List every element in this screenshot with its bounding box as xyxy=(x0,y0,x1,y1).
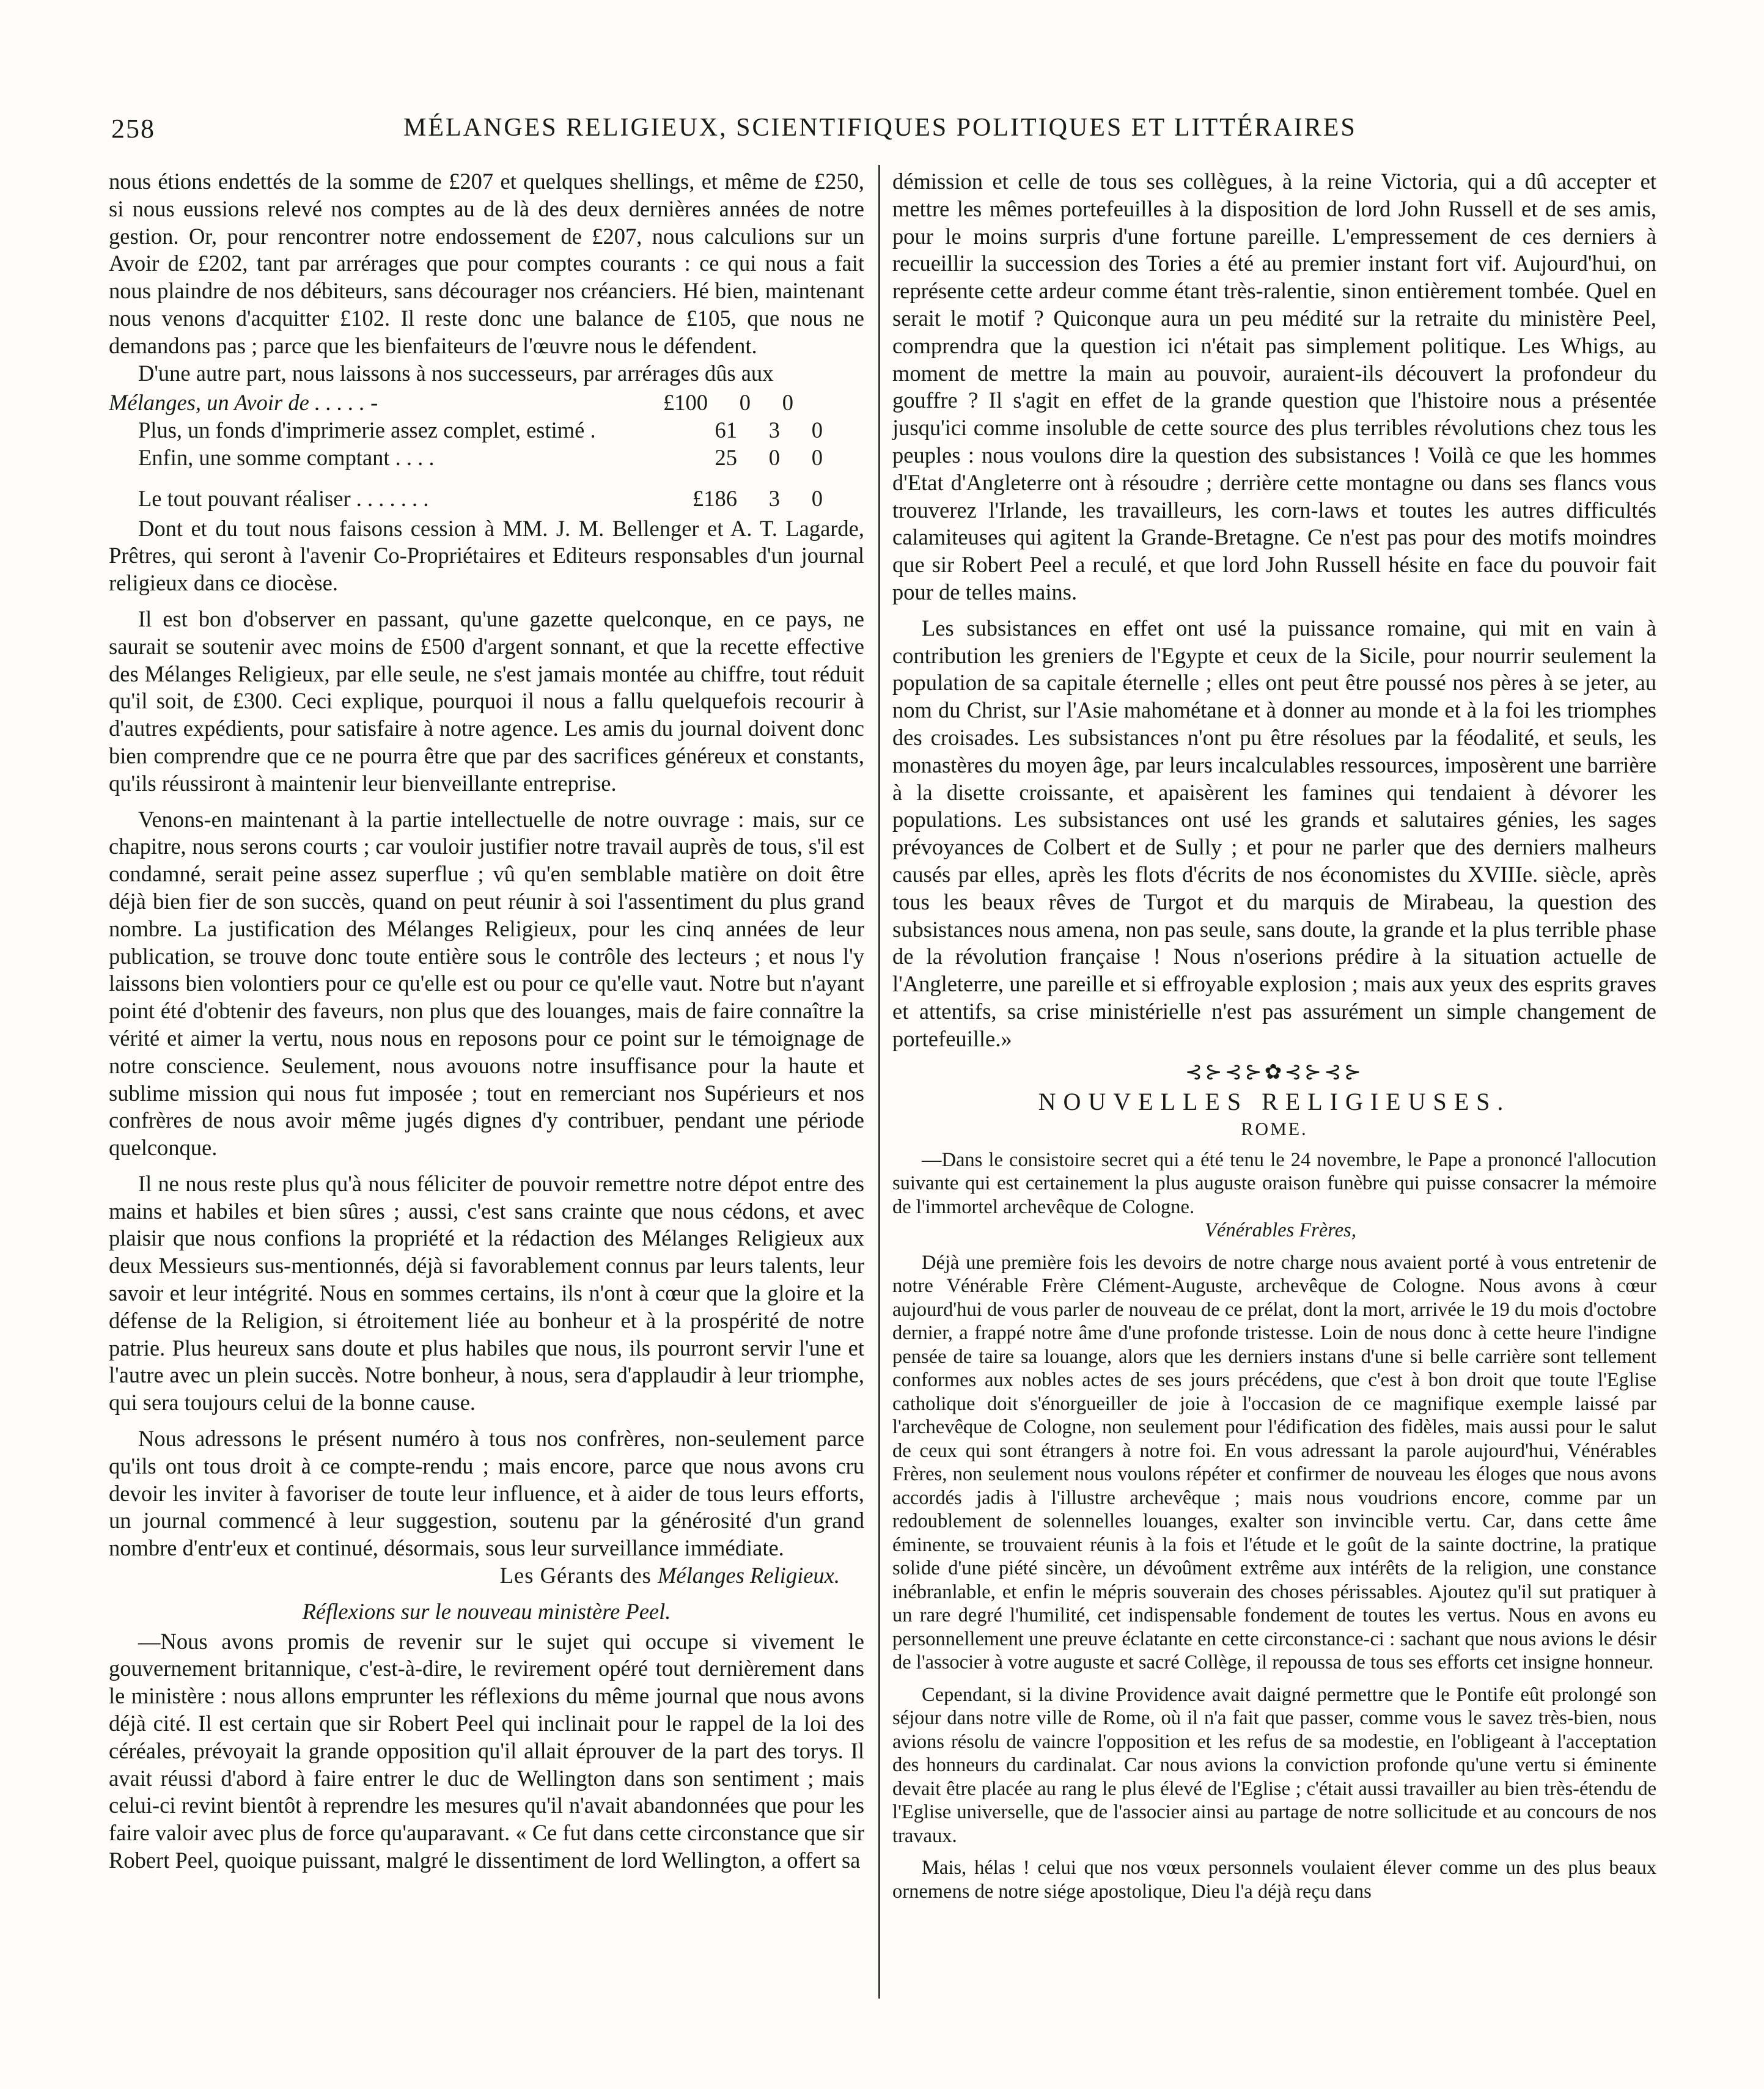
paragraph: Il est bon d'observer en passant, qu'une gazette quelconque, en ce pays, ne saurait se soutenir avec moins de £500 d'argent sonnant, et que la recette effective des Mélanges Religieux, par elle seule, ne s'est jamais montée au chiffre, tout réduit qu'il soit, de £300. Ceci explique, pourquoi il nous a fallu quelquefois recourir à d'autres expédients, pour satisfaire à notre agence. Les amis du journal doivent donc bien comprendre que ce ne pourra être que par des sacrifices généreux et constants, qu'ils réussiront à maintenir leur bienveillante entreprise. xyxy=(109,606,864,796)
right-column xyxy=(892,168,1656,1903)
paragraph: —Dans le consistoire secret qui a été tenu le 24 novembre, le Pape a prononcé l'allocution suivante qui est certainement la plus auguste oraison funèbre qui puisse consacrer la mémoire de l'immortel archevêque de Cologne. xyxy=(892,1148,1656,1218)
paragraph: nous étions endettés de la somme de £207 et quelques shellings, et même de £250, si nous eussions relevé nos comptes au de là des deux dernières années de notre gestion. Or, pour rencontrer notre endossement de £207, nous calculions sur un Avoir de £202, tant par arrérages que pour comptes courants : ce qui nous a fait nous plaindre de nos débiteurs, sans décourager nos créanciers. Hé bien, maintenant nous venons d'acquitter £102. Il reste donc une balance de £105, que nous ne demandons pas ; parce que les bienfaiteurs de l'œuvre nous le défendent. xyxy=(109,169,864,358)
ledger-label: Mélanges, un Avoir de . . . . . - xyxy=(109,390,378,416)
article-subhead: Réflexions sur le nouveau ministère Peel. xyxy=(302,1598,671,1624)
ledger-pence: 0 xyxy=(811,417,823,443)
ledger-total-label: Le tout pouvant réaliser . . . . . . . xyxy=(138,485,429,511)
section-ornament: ⊰⊱⊰⊱✿⊰⊱⊰⊱ xyxy=(1185,1060,1364,1084)
ledger-amount: 61 xyxy=(715,417,737,443)
ledger-shillings: 3 xyxy=(768,417,780,443)
paragraph: Déjà une première fois les devoirs de notre charge nous avaient porté à vous entretenir de notre Vénérable Frère Clément-Auguste, archevêque de Cologne. Nous avons à cœur aujourd'hui de vous parler de nouveau de ce prélat, dont la mort, arrivée le 19 du mois d'octobre dernier, a frappé notre âme d'une profonde tristesse. Loin de nous donc à cette heure l'indigne pensée de taire sa louange, alors que les derniers instans d'une si belle carrière sont tellement conformes aux nobles actes de ses jours précédens, que c'est à bon droit que toute l'Eglise catholique doit s'énorgueiller de joie à l'occasion de ce magnifique exemple laissé par l'archevêque de Cologne, non seulement pour l'édification des fidèles, mais aussi pour le salut de ceux qui sont étrangers à notre foi. En vous adressant la parole aujourd'hui, Vénérables Frères, non seulement nous voulons répéter et confirmer de nouveau les éloges que nous avons accordés jadis à l'illustre archevêque ; mais nous voudrions encore, comme par un redoublement de solennelles louanges, exalter son invincible vertu. Car, dans cette âme éminente, se trouvaient réunis à la fois et l'étude et le goût de la sainte doctrine, la pratique solide d'une piété sincère, un dévoûment extrême aux intérêts de la religion, une constance inébranlable, et enfin le mépris souverain des choses périssables. Ajoutez qu'il sut pratiquer à un rare degré l'humilité, cet indispensable fondement de toutes les vertus. Nous en avons eu personnellement une preuve éclatante en cette circonstance-ci : sachant que nous avions le désir de l'associer à votre auguste et sacré Collège, il repoussa de tous ses efforts cet insigne honneur. xyxy=(892,1251,1656,1674)
ledger-pence: 0 xyxy=(811,444,823,470)
ledger-amount: 25 xyxy=(715,444,737,470)
running-head: MÉLANGES RELIGIEUX, SCIENTIFIQUES POLITIQUES ET LITTÉRAIRES xyxy=(403,114,1357,142)
paragraph: Nous adressons le présent numéro à tous nos confrères, non-seulement parce qu'ils ont tous droit à ce compte-rendu ; mais encore, parce que nous avons cru devoir les inviter à favoriser de toute leur influence, et à aider de tous leurs efforts, un journal commencé à leur suggestion, soutenu par la générosité d'un grand nombre d'entr'eux et continué, désormais, sous leur surveillance immédiate. xyxy=(109,1426,864,1561)
signature-title: Mélanges Religieux. xyxy=(658,1563,840,1588)
small-print xyxy=(892,1148,1656,1904)
ledger-shillings: 0 xyxy=(768,444,780,470)
ledger-row xyxy=(109,417,864,444)
paragraph: démission et celle de tous ses collègues, à la reine Victoria, qui a dû accepter et mettre les mêmes portefeuilles à la disposition de lord John Russell et de ses amis, pour le moins surpris d'une fortune pareille. L'empressement de ces derniers à recueillir la succession des Tories a été au premier instant fort vif. Aujourd'hui, on représente cette ardeur comme étant très-ralentie, sinon entièrement tombée. Quel en serait le motif ? Quiconque aura un peu médité sur la retraite du ministère Peel, comprendra que la question ici n'était pas simplement politique. Les Whigs, au moment de mettre la main au pouvoir, auraient-ils découvert la profondeur du gouffre ? Il s'agit en effet de la grande question que l'histoire nous a présentée jusqu'ici comme insoluble de cette source des plus terribles révolutions chez tous les peuples : nous voulons dire la question des subsistances ! Voilà ce que les hommes d'Etat d'Angleterre ont à résoudre ; derrière cette montagne ou dans ses flancs vous trouverez l'Irlande, les travailleurs, les corn-laws et toutes les autres difficultés calamiteuses qui agitent la Grande-Bretagne. Ce n'est pas pour des motifs moindres que sir Robert Peel a reculé, et que lord John Russell hésite en face du pouvoir fait pour de telles mains. xyxy=(892,169,1656,604)
paragraph: Il ne nous reste plus qu'à nous féliciter de pouvoir remettre notre dépot entre des mains et habiles et bien sûres ; aussi, c'est sans crainte que nous cédons, et avec plaisir que nous confions la propriété et la rédaction des Mélanges Religieux aux deux Messieurs sus-mentionnés, déjà si favorablement connus par leurs talents, leur savoir et leur intégrité. Nous en sommes certains, ils n'ont à cœur que la gloire et la défense de la Religion, si étroitement liée au bonheur et à la prospérité de notre patrie. Plus heureux sans doute et plus habiles que nous, ils pourront servir l'une et l'autre avec un plein succès. Notre bonheur, à nous, sera d'applaudir à leur triomphe, qui sera toujours celui de la bonne cause. xyxy=(109,1170,864,1415)
ledger-row xyxy=(109,389,864,417)
left-column xyxy=(109,168,864,1874)
paragraph: Les subsistances en effet ont usé la puissance romaine, qui mit en vain à contribution les greniers de l'Egypte et ceux de la Sicile, pour nourrir seulement la population de sa capitale éternelle ; elles ont peut être poussé nos pères à se jeter, au nom du Christ, sur l'Asie mahométane et à donner au monde et à la foi les triomphes des croisades. Les subsistances n'ont pu être résolues par la féodalité, et seuls, les monastères du moyen âge, par leurs incalculables ressources, imposèrent une barrière à la disette croissante, et apaisèrent les famines qui tendaient à dévorer les populations. Les subsistances ont usé les grands et salutaires génies, les sages prévoyances de Colbert et de Sully ; et pour ne parler que des derniers malheurs causés par elles, après les flots d'écrits de nos économistes du XVIIIe. siècle, après tous les beaux rêves de Turgot et du marquis de Mirabeau, la question des subsistances nous amena, non pas seule, sans doute, la grande et la plus terrible phase de la révolution française ! Nous n'oserions prédire à la situation actuelle de l'Angleterre, une pareille et si effroyable explosion ; mais aux yeux des esprits graves et attentifs, sa crise ministérielle n'est pas assurément un simple changement de portefeuille.» xyxy=(892,615,1656,1051)
paragraph: —Nous avons promis de revenir sur le sujet qui occupe si vivement le gouvernement britannique, c'est-à-dire, le revirement opéré tout dernièrement dans le ministère : nous allons emprunter les réflexions du même journal que nous avons déjà cité. Il est certain que sir Robert Peel qui inclinait pour le rappel de la loi des céréales, prévoyait la grande opposition qu'il allait éprouver de la part des torys. Il avait réussi d'abord à faire entrer le duc de Wellington dans son sentiment ; mais celui-ci revint bientôt à reprendre les mesures qu'il n'avait abandonnées que pour les faire valoir avec plus de force qu'auparavant. « Ce fut dans cette circonstance que sir Robert Peel, quoique puissant, malgré le dissentiment de lord Wellington, a offert sa xyxy=(109,1628,864,1873)
paragraph: Cependant, si la divine Providence avait daigné permettre que le Pontife eût prolongé son séjour dans notre ville de Rome, où il n'a fait que passer, comme vous le savez très-bien, nous avions résolu de vaincre l'opposition et les refus de sa modestie, en l'obligeant à l'acceptation des honneurs du cardinalat. Car nous avions la conviction profonde qu'une vertu si éminente devait être placée au rang le plus élevé de l'Eglise ; c'était aussi travailler au bien très-étendu de l'Eglise universelle, que de l'associer ainsi au partage de notre sollicitude et au concours de nos travaux. xyxy=(892,1683,1656,1847)
ledger-pence: 0 xyxy=(782,390,793,416)
page-number: 258 xyxy=(111,114,155,144)
paragraph: D'une autre part, nous laissons à nos successeurs, par arrérages dûs aux xyxy=(138,360,774,386)
ledger xyxy=(109,389,864,512)
dateline-place: ROME. xyxy=(1241,1119,1308,1140)
section-title: NOUVELLES RELIGIEUSES. xyxy=(1038,1088,1511,1116)
signature-prefix: Les Gérants des xyxy=(499,1563,658,1588)
salutation: Vénérables Frères, xyxy=(1205,1219,1356,1242)
paragraph: Mais, hélas ! celui que nos vœux personnels voulaient élever comme un des plus beaux ornemens de notre siége apostolique, Dieu l'a déjà reçu dans xyxy=(892,1857,1656,1903)
ledger-shillings: 0 xyxy=(739,390,751,416)
paragraph: Dont et du tout nous faisons cession à MM. J. M. Bellenger et A. T. Lagarde, Prêtres, qui seront à l'avenir Co-Propriétaires et Editeurs responsables d'un journal religieux dans ce diocèse. xyxy=(109,515,864,596)
ledger-label: Enfin, une somme comptant . . . . xyxy=(138,444,435,470)
signature xyxy=(109,1562,864,1590)
ledger-label: Plus, un fonds d'imprimerie assez complet, estimé . xyxy=(138,417,596,443)
paragraph: Venons-en maintenant à la partie intellectuelle de notre ouvrage : mais, sur ce chapitre, nous serons courts ; car vouloir justifier notre travail auprès de tous, s'il est condamné, serait peine assez superflue ; vû qu'en semblable matière on doit être déjà bien fier de son succès, quand on peut réunir à soi l'assentiment du plus grand nombre. La justification des Mélanges Religieux, pour les cinq années de leur publication, se trouve donc toute entière sous le contrôle des lecteurs ; et nous l'y laissons bien volontiers pour ce qu'elle est ou pour ce qu'elle vaut. Notre but n'ayant point été d'obtenir des faveurs, non plus que des louanges, mais de faire connaître la vérité et aimer la vertu, nous nous en reposons pour ce point sur le témoignage de notre conscience. Seulement, nous avouons notre insuffisance pour la haute et sublime mission qui nous fut imposée ; tout en remerciant nos Supérieurs et nos confrères de nous avoir même jugés dignes d'y contribuer, pendant une période quelconque. xyxy=(109,806,864,1161)
column-divider xyxy=(878,165,880,1999)
ledger-amount: £100 xyxy=(663,390,708,416)
ledger-total-shillings: 3 xyxy=(768,485,780,511)
ledger-total-pence: 0 xyxy=(811,485,823,511)
ledger-total-row xyxy=(109,485,864,513)
ledger-row xyxy=(109,444,864,472)
ledger-total-amount: £186 xyxy=(693,485,737,511)
